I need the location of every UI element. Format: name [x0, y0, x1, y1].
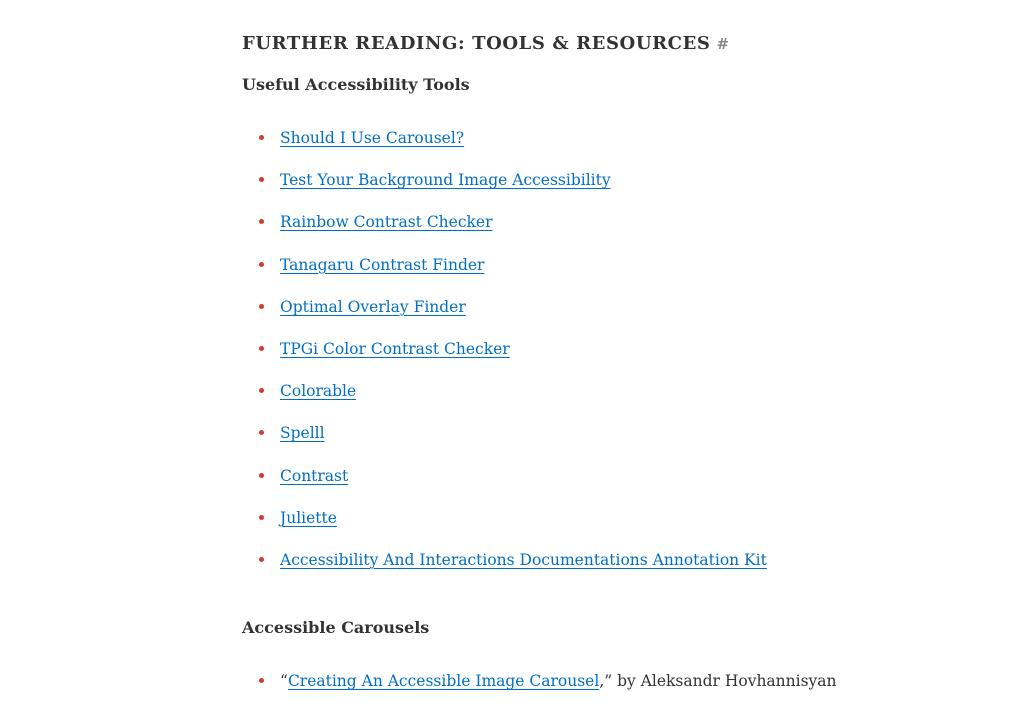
list-item — [242, 380, 767, 422]
bullet-icon — [259, 262, 264, 267]
bullet-icon — [259, 304, 264, 309]
further-reading-heading — [242, 32, 729, 56]
article-author-credit: ,” by Aleksandr Hovhannisyan — [599, 672, 837, 690]
bullet-icon — [259, 678, 264, 683]
bullet-icon — [259, 177, 264, 182]
list-item — [242, 465, 767, 507]
tools-list — [242, 127, 767, 591]
bullet-icon — [259, 430, 264, 435]
list-item — [242, 338, 767, 380]
tool-link-background-image-accessibility[interactable]: Test Your Background Image Accessibility — [280, 171, 611, 190]
bullet-icon — [259, 346, 264, 351]
list-item — [242, 549, 767, 591]
list-item — [242, 169, 767, 211]
list-item — [242, 296, 767, 338]
carousels-subheading: Accessible Carousels — [242, 618, 430, 637]
bullet-icon — [259, 388, 264, 393]
tool-link-contrast[interactable]: Contrast — [280, 466, 349, 485]
tool-link-juliette[interactable]: Juliette — [280, 508, 337, 527]
list-item — [242, 127, 767, 169]
tools-subheading: Useful Accessibility Tools — [242, 75, 470, 94]
carousels-list — [242, 670, 837, 712]
bullet-icon — [259, 219, 264, 224]
tool-link-colorable[interactable]: Colorable — [280, 382, 357, 401]
tool-link-tanagaru-contrast-finder[interactable]: Tanagaru Contrast Finder — [280, 255, 485, 274]
list-item — [242, 670, 837, 712]
heading-title: FURTHER READING: TOOLS & RESOURCES — [242, 33, 711, 54]
bullet-icon — [259, 135, 264, 140]
tool-link-tpgi-color-contrast-checker[interactable]: TPGi Color Contrast Checker — [280, 339, 510, 358]
tool-link-rainbow-contrast-checker[interactable]: Rainbow Contrast Checker — [280, 213, 493, 232]
list-item — [242, 422, 767, 464]
list-item — [242, 211, 767, 253]
tool-link-annotation-kit[interactable]: Accessibility And Interactions Documentations Annotation Kit — [280, 550, 767, 569]
heading-anchor-link[interactable]: # — [716, 35, 730, 53]
tool-link-should-i-use-carousel[interactable]: Should I Use Carousel? — [280, 129, 465, 147]
quote-open: “ — [280, 672, 288, 690]
tool-link-spelll[interactable]: Spelll — [280, 424, 325, 443]
article-link-accessible-image-carousel[interactable]: Creating An Accessible Image Carousel — [287, 672, 600, 690]
bullet-icon — [259, 515, 264, 520]
tool-link-optimal-overlay-finder[interactable]: Optimal Overlay Finder — [280, 297, 466, 316]
list-item — [242, 507, 767, 549]
bullet-icon — [259, 557, 264, 562]
bullet-icon — [259, 473, 264, 478]
list-item — [242, 254, 767, 296]
